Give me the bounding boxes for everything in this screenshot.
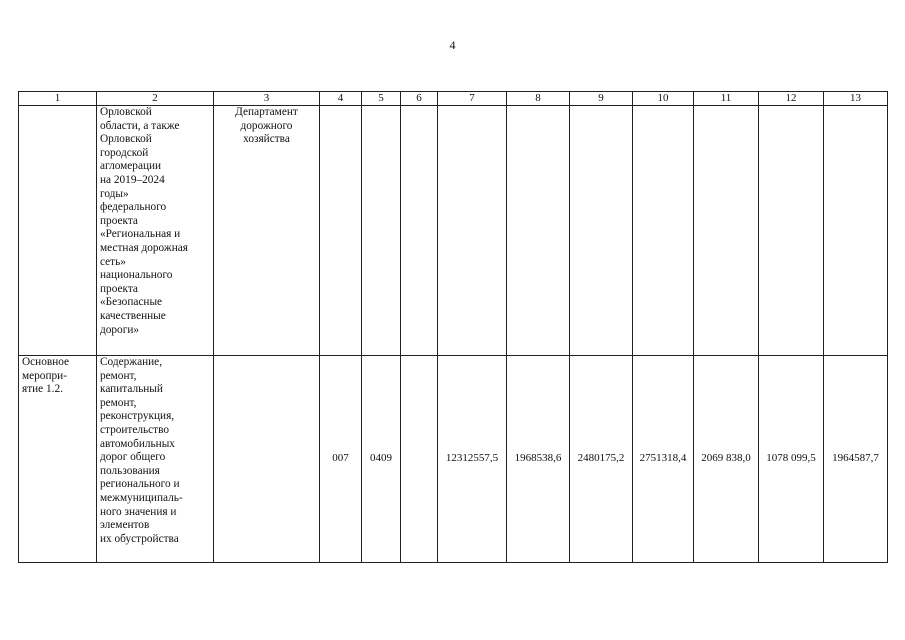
text-line: меропри-	[22, 369, 67, 382]
table-row	[19, 106, 888, 356]
value-cell	[694, 106, 759, 356]
text-line: Департамент	[235, 106, 298, 118]
row-label-cell	[19, 356, 97, 563]
text-line: строительство	[100, 423, 170, 436]
value-cell	[824, 106, 888, 356]
table-row	[19, 356, 888, 563]
text-line: агломерации	[100, 160, 162, 173]
value-cell	[401, 106, 438, 356]
value-cell: 2069 838,0	[694, 356, 759, 563]
text-line: автомобильных	[100, 437, 175, 450]
value-cell	[362, 106, 401, 356]
text-line: межмуниципаль-	[100, 491, 183, 504]
value-cell: 1964587,7	[824, 356, 888, 563]
text-line: ятие 1.2.	[22, 383, 63, 396]
measure-name-cell	[97, 106, 214, 356]
text-line: Содержание,	[100, 356, 163, 368]
budget-table	[18, 91, 888, 563]
column-header: 3	[214, 92, 320, 106]
executor-cell	[214, 356, 320, 563]
text-line: регионального и	[100, 478, 180, 491]
value-cell	[633, 106, 694, 356]
text-line: пользования	[100, 464, 160, 477]
text-line: дорожного	[240, 119, 293, 132]
value-cell: 2480175,2	[570, 356, 633, 563]
column-header: 11	[694, 92, 759, 106]
page-number: 4	[449, 38, 456, 52]
text-line: проекта	[100, 214, 138, 227]
text-line: Орловской	[100, 106, 152, 118]
column-header: 9	[570, 92, 633, 106]
column-header: 2	[97, 92, 214, 106]
text-line: их обустройства	[100, 532, 179, 545]
text-line: элементов	[100, 519, 150, 532]
value-cell	[759, 106, 824, 356]
text-line: «Региональная и	[100, 228, 181, 241]
value-cell	[570, 106, 633, 356]
text-line: «Безопасные	[100, 296, 163, 309]
text-line: Основное	[22, 356, 70, 368]
value-cell: 1078 099,5	[759, 356, 824, 563]
text-line: федерального	[100, 201, 167, 214]
text-line: ного значения и	[100, 505, 177, 518]
text-line: ремонт,	[100, 396, 137, 409]
text-line: городской	[100, 146, 149, 159]
text-line: области, а также	[100, 119, 180, 132]
text-line: реконструкция,	[100, 410, 175, 423]
column-header: 7	[438, 92, 507, 106]
text-line: Орловской	[100, 133, 152, 146]
text-line: проекта	[100, 282, 138, 295]
column-header: 1	[19, 92, 97, 106]
column-header: 4	[320, 92, 362, 106]
value-cell	[438, 106, 507, 356]
text-line: качественные	[100, 309, 166, 322]
column-header: 13	[824, 92, 888, 106]
text-line: ремонт,	[100, 369, 137, 382]
value-cell	[507, 106, 570, 356]
text-line: дороги»	[100, 323, 140, 336]
column-number-row	[19, 92, 888, 106]
text-line: национального	[100, 269, 173, 282]
column-header: 10	[633, 92, 694, 106]
row-label-cell	[19, 106, 97, 356]
value-cell: 007	[320, 356, 362, 563]
value-cell: 0409	[362, 356, 401, 563]
value-cell: 2751318,4	[633, 356, 694, 563]
value-cell: 12312557,5	[438, 356, 507, 563]
value-cell: 1968538,6	[507, 356, 570, 563]
column-header: 6	[401, 92, 438, 106]
text-line: годы»	[100, 187, 129, 200]
text-line: хозяйства	[243, 133, 290, 146]
column-header: 12	[759, 92, 824, 106]
text-line: сеть»	[100, 255, 126, 268]
text-line: на 2019–2024	[100, 173, 165, 186]
text-line: капитальный	[100, 383, 163, 396]
value-cell	[401, 356, 438, 563]
column-header: 8	[507, 92, 570, 106]
text-line: дорог общего	[100, 451, 166, 464]
executor-cell	[214, 106, 320, 356]
column-header: 5	[362, 92, 401, 106]
value-cell	[320, 106, 362, 356]
measure-name-cell	[97, 356, 214, 563]
text-line: местная дорожная	[100, 241, 188, 254]
